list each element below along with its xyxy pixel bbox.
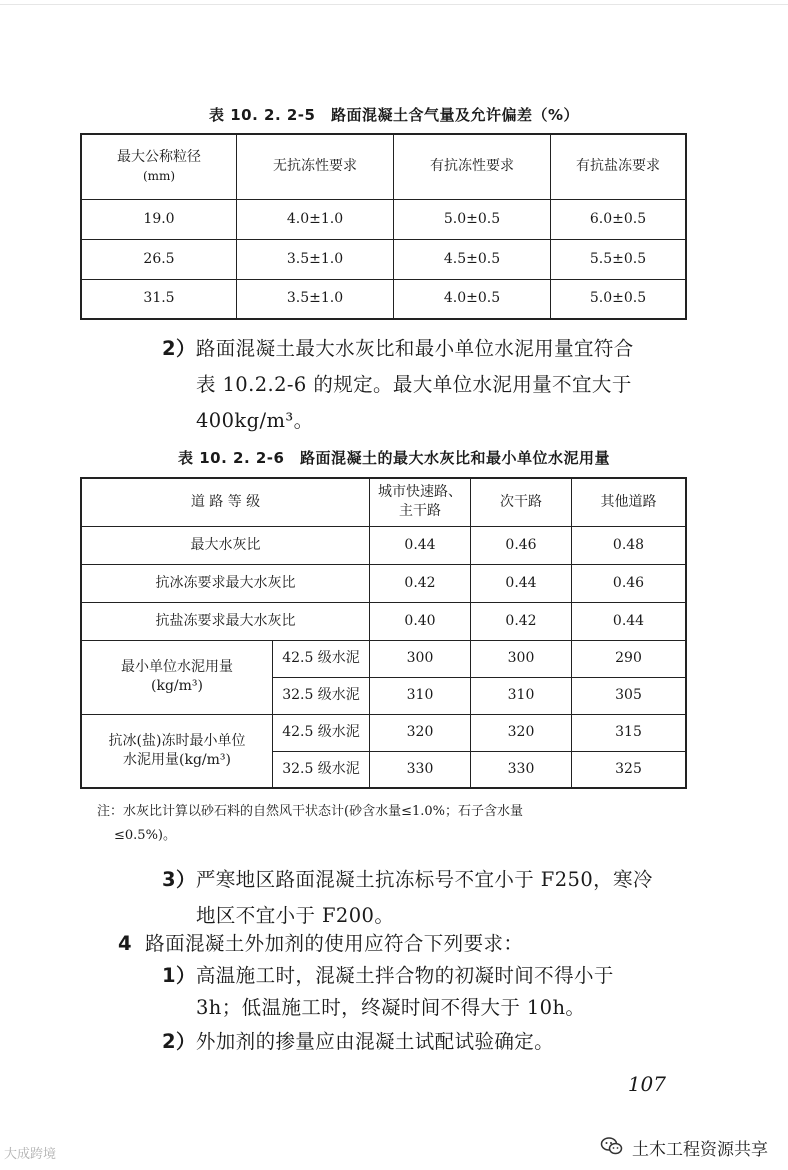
table-row: 抗冰(盐)冻时最小单位 水泥用量(kg/m³) 42.5 级水泥 320 320 315 xyxy=(81,714,686,751)
table1-header-col2: 有抗冻性要求 xyxy=(394,134,551,199)
note-line1: 注：水灰比计算以砂石料的自然风干状态计(砂含水量≤1.0%；石子含水量 xyxy=(97,804,523,819)
sub1-line2: 3h；低温施工时，终凝时间不得大于 10h。 xyxy=(196,996,586,1019)
table2-header-col2: 次干路 xyxy=(471,478,572,526)
table-row: 26.5 3.5±1.0 4.5±0.5 5.5±0.5 xyxy=(81,239,686,279)
table-row: 抗冰冻要求最大水灰比 0.42 0.44 0.46 xyxy=(81,564,686,602)
table2-header-col3: 其他道路 xyxy=(572,478,687,526)
para3-line1: 3）严寒地区路面混凝土抗冻标号不宜小于 F250，寒冷 xyxy=(162,868,653,891)
table-row: 最大水灰比 0.44 0.46 0.48 xyxy=(81,526,686,564)
table-row: 32.5 级水泥 330 330 325 xyxy=(81,751,686,788)
para2-line1: 2）路面混凝土最大水灰比和最小单位水泥用量宜符合 xyxy=(162,337,634,360)
page-number: 107 xyxy=(627,1072,666,1096)
table-row: 19.0 4.0±1.0 5.0±0.5 6.0±0.5 xyxy=(81,199,686,239)
watermark-left: 大成跨境 xyxy=(4,1147,57,1162)
table2-header-col1: 城市快速路、 主干路 xyxy=(370,478,471,526)
table2-header-grade: 道 路 等 级 xyxy=(81,478,370,526)
table-row: 最小单位水泥用量 (kg/m³) 42.5 级水泥 300 300 290 xyxy=(81,640,686,677)
top-rule xyxy=(0,4,788,5)
wechat-icon xyxy=(600,1134,624,1158)
table-row: 32.5 级水泥 310 310 305 xyxy=(81,677,686,714)
para2-line3: 400kg/m³。 xyxy=(196,409,314,432)
table1-header-size: 最大公称粒径 (mm) xyxy=(81,134,237,199)
item4-line1: 4 路面混凝土外加剂的使用应符合下列要求： xyxy=(118,932,524,955)
table2 xyxy=(80,477,687,789)
table1-caption: 表 10. 2. 2-5 路面混凝土含气量及允许偏差（%） xyxy=(208,106,579,124)
para3-line2: 地区不宜小于 F200。 xyxy=(196,904,395,927)
sub2-line1: 2）外加剂的掺量应由混凝土试配试验确定。 xyxy=(162,1030,555,1053)
table1-header-col1: 无抗冻性要求 xyxy=(237,134,394,199)
table2-group2-label: 抗冰(盐)冻时最小单位 水泥用量(kg/m³) xyxy=(81,714,273,788)
table1-header-col3: 有抗盐冻要求 xyxy=(551,134,687,199)
table2-caption: 表 10. 2. 2-6 路面混凝土的最大水灰比和最小单位水泥用量 xyxy=(178,449,610,467)
sub1-line1: 1）高温施工时，混凝土拌合物的初凝时间不得小于 xyxy=(162,964,614,987)
table2-group1-label: 最小单位水泥用量 (kg/m³) xyxy=(81,640,273,714)
table1 xyxy=(80,133,687,320)
note-line2: ≤0.5%)。 xyxy=(114,828,176,843)
watermark-right: 土木工程资源共享 xyxy=(632,1140,768,1160)
table-row: 31.5 3.5±1.0 4.0±0.5 5.0±0.5 xyxy=(81,279,686,319)
para2-line2: 表 10.2.2-6 的规定。最大单位水泥用量不宜大于 xyxy=(196,373,632,396)
table-row: 抗盐冻要求最大水灰比 0.40 0.42 0.44 xyxy=(81,602,686,640)
